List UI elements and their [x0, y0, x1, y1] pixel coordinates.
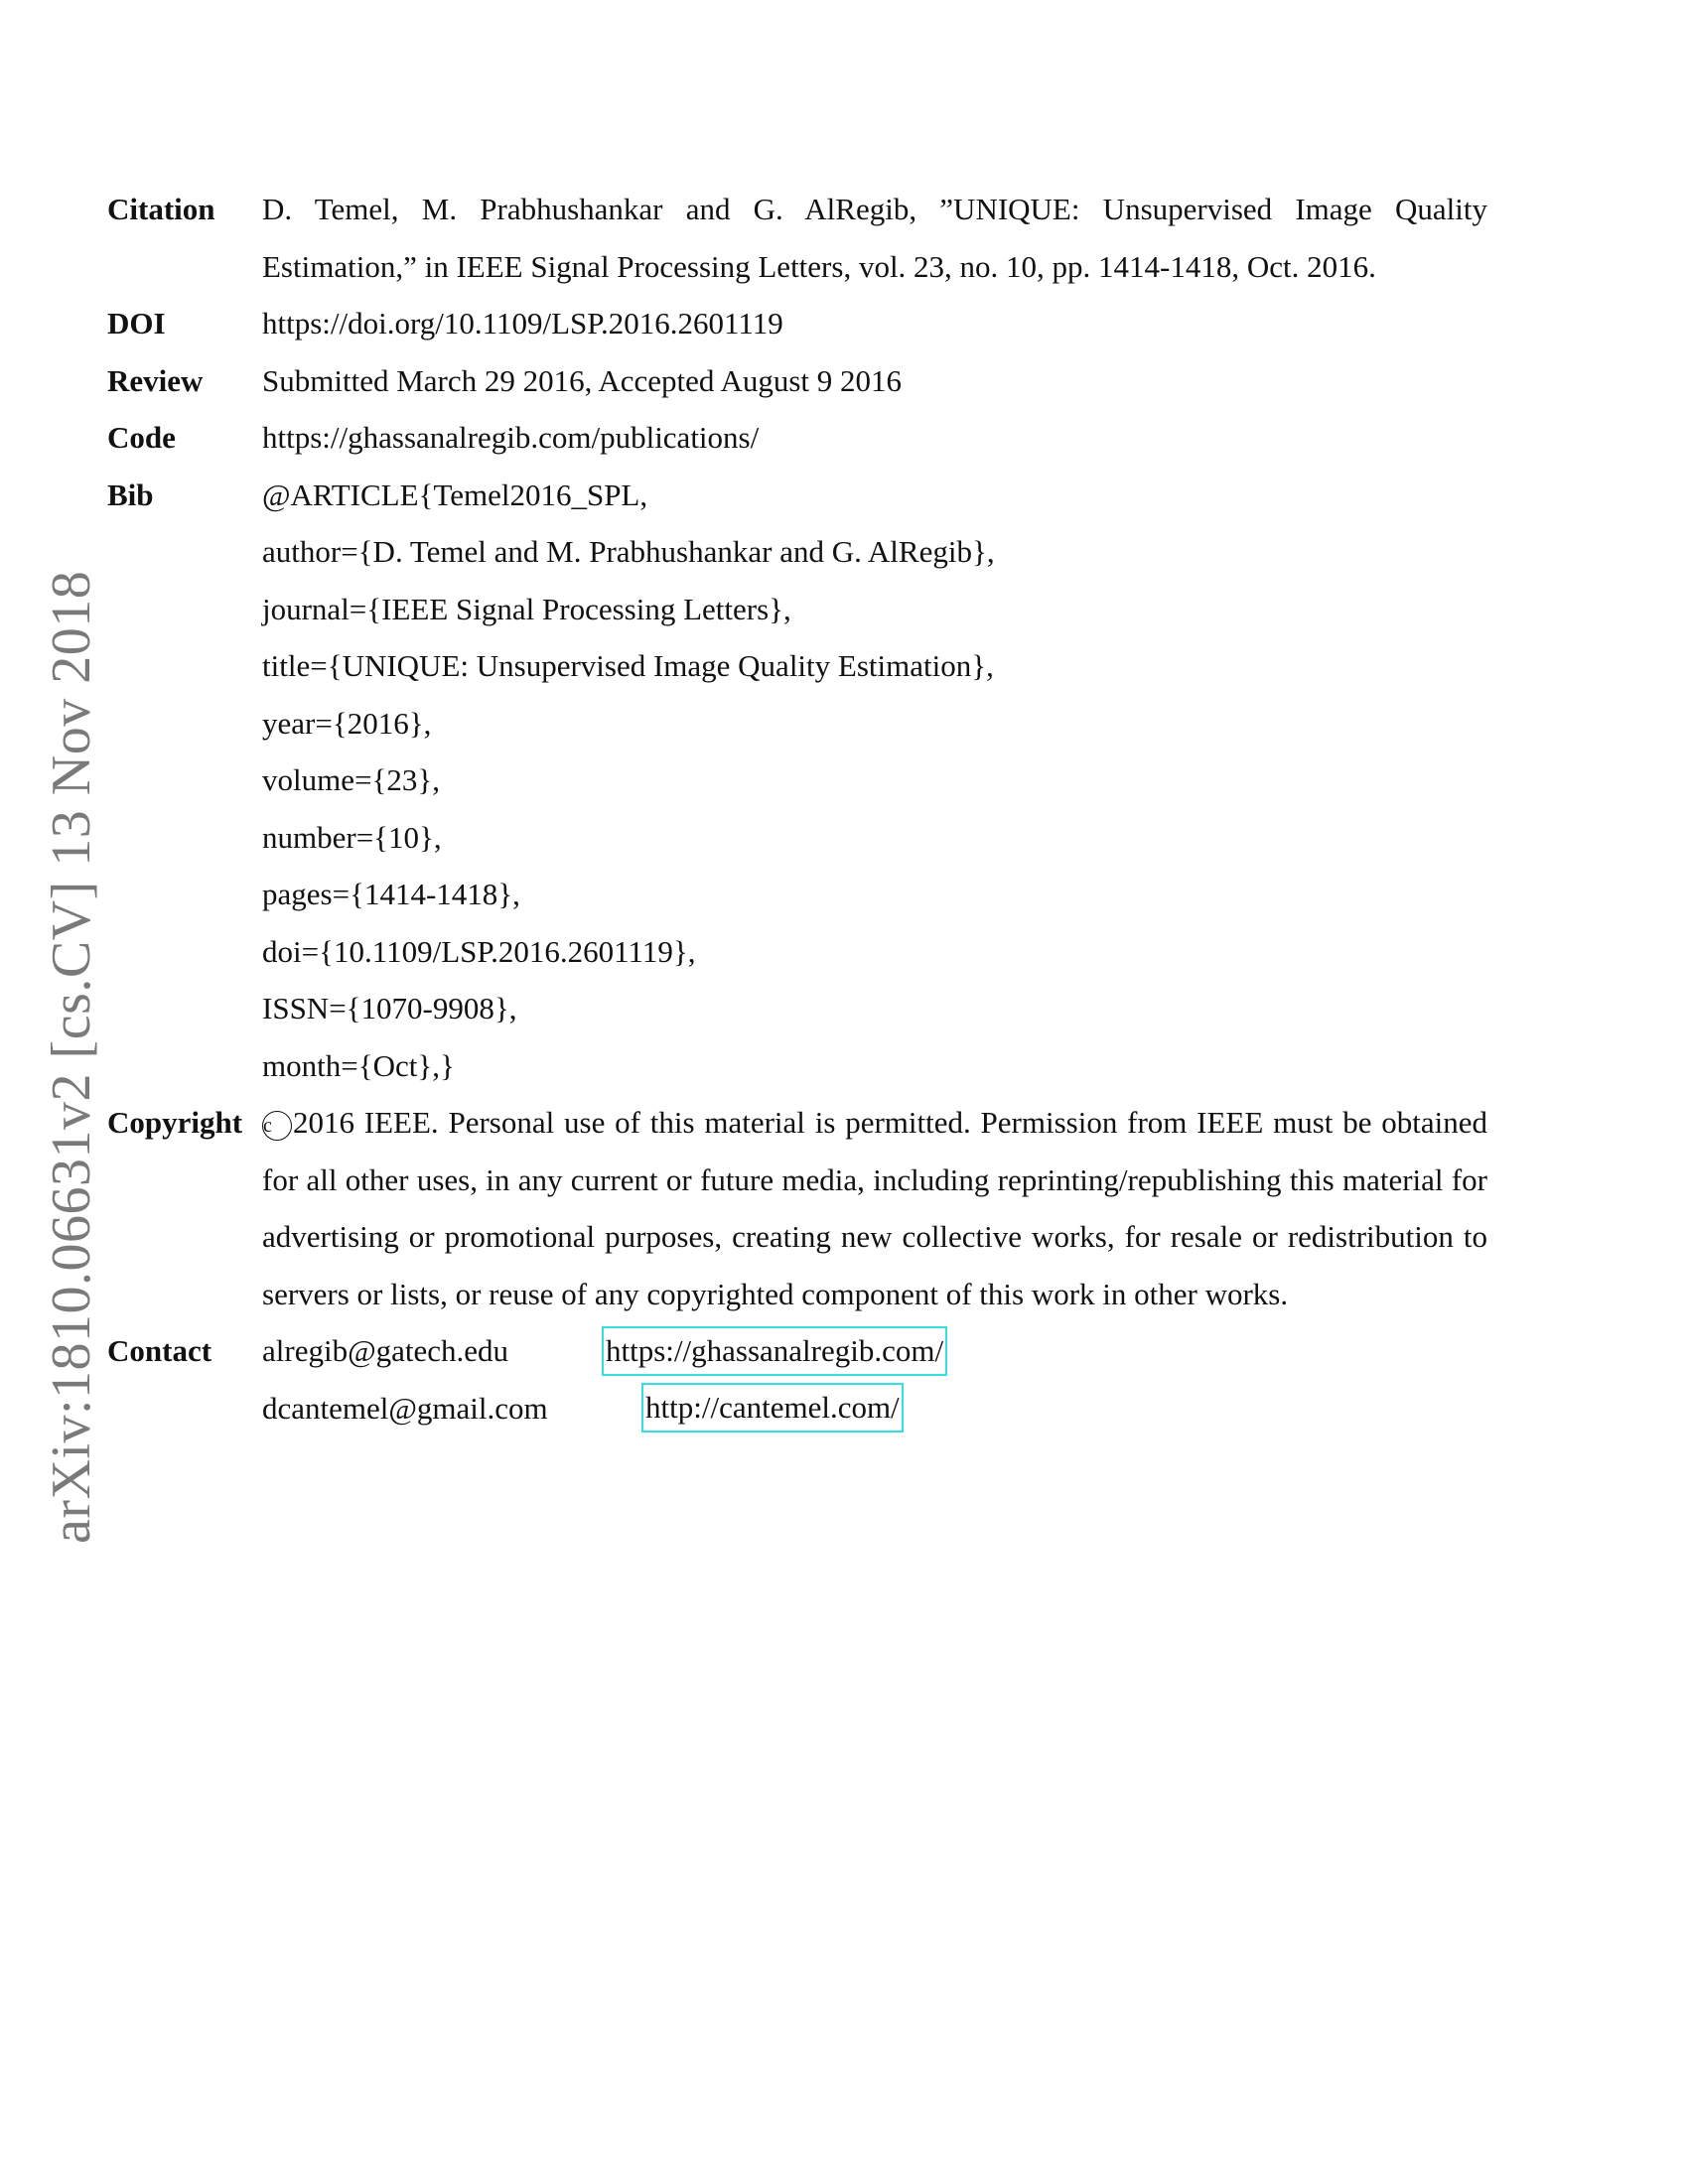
- citation-text: D. Temel, M. Prabhushankar and G. AlRegib, ”UNIQUE: Unsupervised Image Quality Estimation,” in IEEE Signal Processing Letters, vol. 23, no. 10, pp. 1414-1418, Oct. 2016.: [262, 192, 1487, 284]
- copyright-body: 2016 IEEE. Personal use of this material is permitted. Permission from IEEE must be obtained for all other uses, in any current or future media, including reprinting/republishing this material for advertising or promotional purposes, creating new collective works, for resale or redistribution to servers or lists, or reuse of any copyrighted component of this work in other works.: [262, 1105, 1487, 1311]
- bibtex-line: month={Oct},}: [262, 1047, 455, 1083]
- review-row: [107, 352, 1487, 410]
- homepage-link[interactable]: http://cantemel.com/: [641, 1383, 904, 1433]
- code-text: https://ghassanalregib.com/publications/: [262, 420, 760, 455]
- bibtex-line: doi={10.1109/LSP.2016.2601119},: [262, 933, 696, 969]
- copyright-text: [262, 1094, 1487, 1322]
- contact-list: [262, 1322, 1487, 1436]
- email-text: dcantemel@gmail.com: [262, 1390, 548, 1426]
- bibtex-line: title={UNIQUE: Unsupervised Image Quality Estimation},: [262, 648, 994, 683]
- email-text: alregib@gatech.edu: [262, 1333, 509, 1368]
- bibtex-line: number={10},: [262, 819, 442, 855]
- contact-label: Contact: [107, 1333, 212, 1368]
- doi-row: [107, 295, 1487, 352]
- contact-row: [107, 1322, 1487, 1436]
- bibtex-entry: [262, 467, 1487, 1095]
- bibtex-line: @ARTICLE{Temel2016_SPL,: [262, 477, 648, 512]
- arxiv-stamp: arXiv:1810.06631v2 [cs.CV] 13 Nov 2018: [41, 570, 102, 1544]
- review-text: Submitted March 29 2016, Accepted August 9 2016: [262, 362, 903, 398]
- review-label: Review: [107, 362, 204, 398]
- code-row: [107, 409, 1487, 467]
- bibtex-line: author={D. Temel and M. Prabhushankar and G. AlRegib},: [262, 534, 995, 569]
- copyright-row: [107, 1094, 1487, 1322]
- bibtex-line: journal={IEEE Signal Processing Letters},: [262, 591, 791, 626]
- contact-entry: [262, 1322, 1487, 1380]
- code-label: Code: [107, 420, 176, 455]
- bibtex-line: year={2016},: [262, 705, 432, 741]
- doi-label: DOI: [107, 306, 166, 341]
- copyright-label: Copyright: [107, 1105, 243, 1140]
- citation-label: Citation: [107, 192, 215, 226]
- bibtex-line: volume={23},: [262, 762, 440, 797]
- bibtex-line: pages={1414-1418},: [262, 877, 520, 911]
- citation-row: [107, 181, 1487, 295]
- doi-text: https://doi.org/10.1109/LSP.2016.2601119: [262, 306, 783, 341]
- bib-row: [107, 467, 1487, 1095]
- bibtex-line: ISSN={1070-9908},: [262, 991, 517, 1025]
- contact-entry: [262, 1380, 1487, 1437]
- copyright-icon: c: [262, 1111, 292, 1141]
- homepage-link[interactable]: https://ghassanalregib.com/: [602, 1326, 947, 1376]
- metadata-block: [107, 181, 1487, 1436]
- bib-label: Bib: [107, 477, 154, 512]
